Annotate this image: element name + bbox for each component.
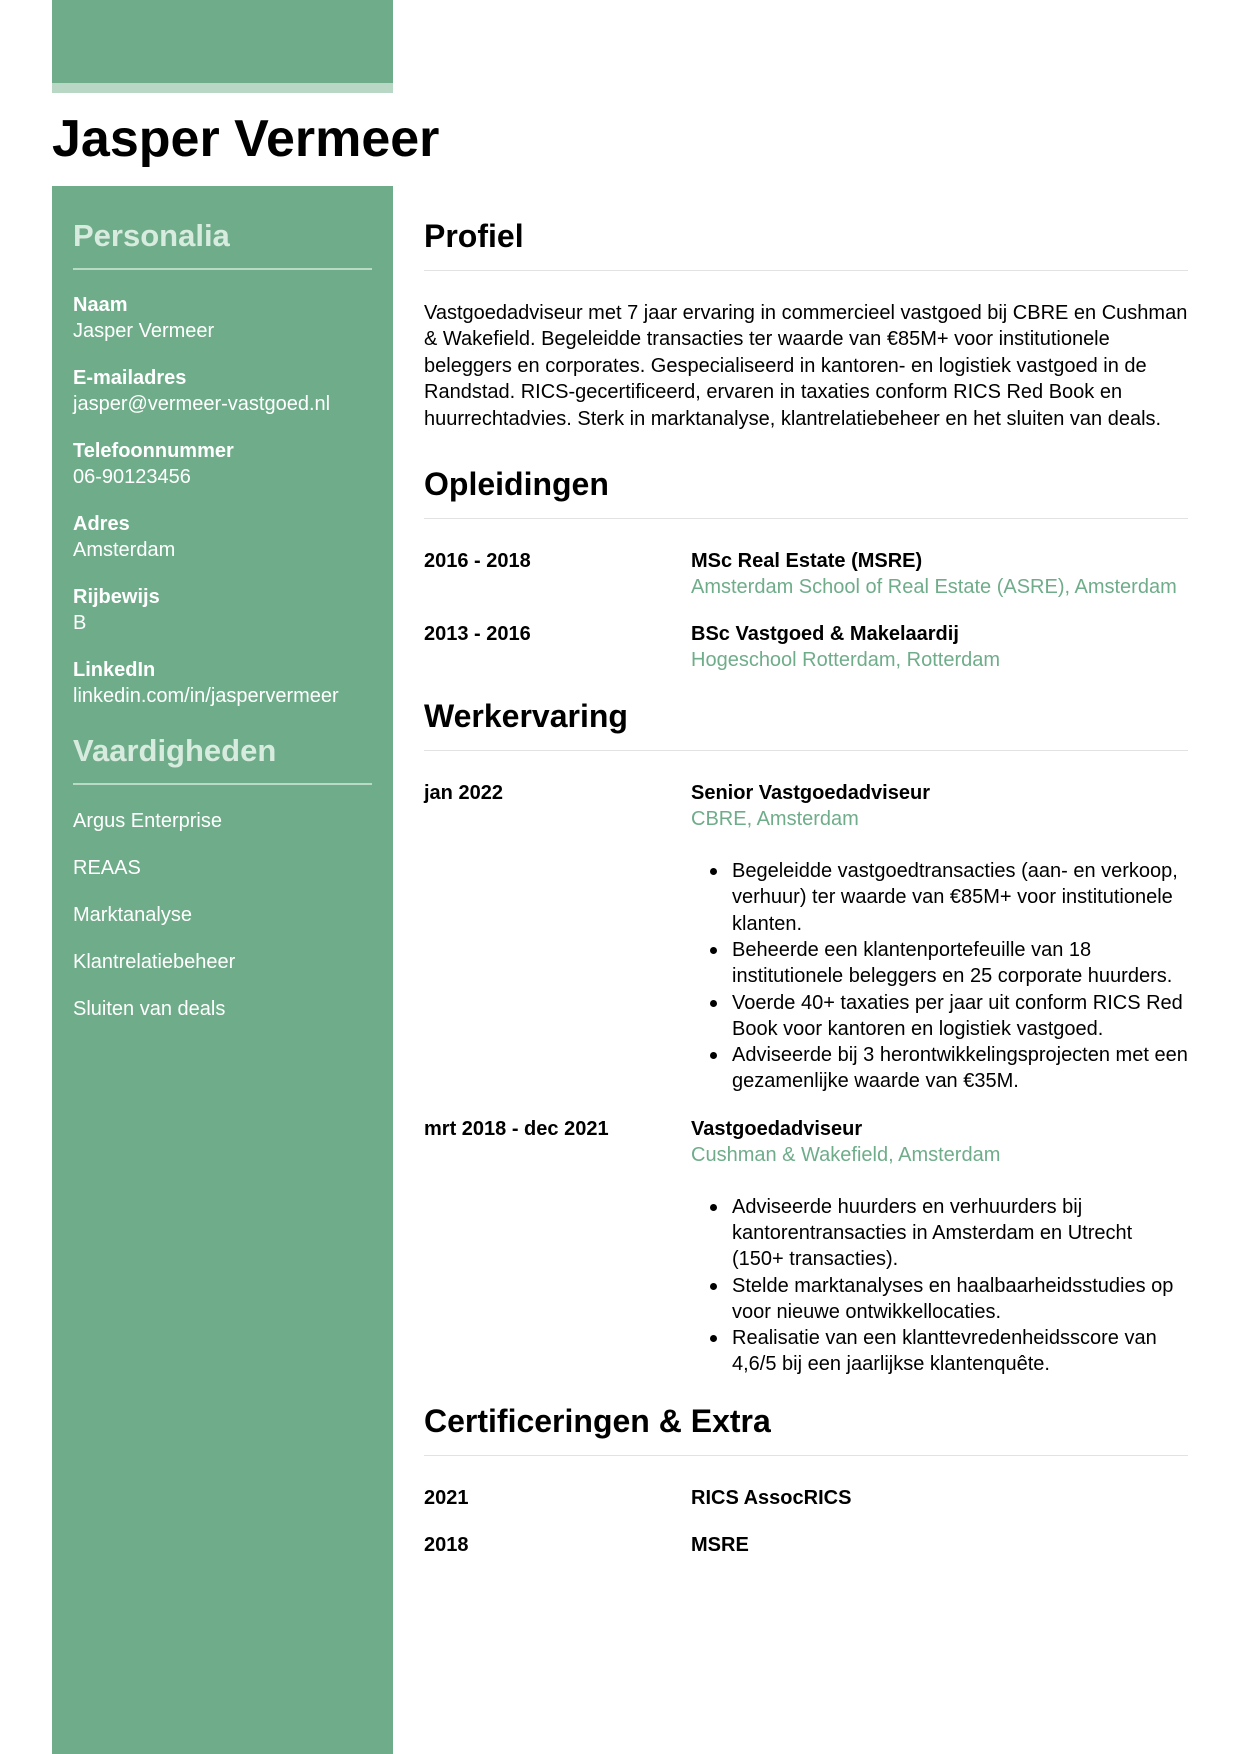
bullet-item: Beheerde een klantenportefeuille van 18 institutionele beleggers en 25 corporate huurders. xyxy=(732,937,1188,990)
skill-item: Marktanalyse xyxy=(73,904,192,926)
certification-name: MSRE xyxy=(691,1533,749,1556)
experience-heading: Werkervaring xyxy=(424,694,1188,751)
experience-company: Cushman & Wakefield, Amsterdam xyxy=(691,1143,1001,1166)
certification-year: 2021 xyxy=(424,1486,469,1509)
personalia-item-email xyxy=(73,366,372,417)
experience-item xyxy=(424,1116,1188,1378)
experience-bullets xyxy=(691,858,1188,1095)
personalia-item-name xyxy=(73,293,372,344)
personalia-value: Amsterdam xyxy=(73,539,176,561)
personalia-value: Jasper Vermeer xyxy=(73,320,215,342)
certification-year: 2018 xyxy=(424,1533,469,1556)
profile-text: Vastgoedadviseur met 7 jaar ervaring in commercieel vastgoed bij CBRE en Cushman & Wakefield. Begeleidde transacties ter waarde van €85M+ voor institutionele beleggers en corporates. Gespecialiseerd in kantoren- en logistiek vastgoed in de Randstad. RICS-gecertificeerd, ervaren in taxaties conform RICS Red Book en huurrechtadvies. Sterk in marktanalyse, klantrelatiebeheer en het sluiten van deals. xyxy=(424,302,1188,430)
personalia-item-phone xyxy=(73,439,372,490)
bullet-item: Voerde 40+ taxaties per jaar uit conform RICS Red Book voor kantoren en logistiek vastgoed. xyxy=(732,990,1188,1043)
experience-role: Senior Vastgoedadviseur xyxy=(691,782,930,805)
education-heading: Opleidingen xyxy=(424,462,1188,519)
personalia-label: Telefoonnummer xyxy=(73,440,234,462)
personalia-label: LinkedIn xyxy=(73,659,156,681)
personalia-heading: Personalia xyxy=(73,216,372,270)
bullet-item: Stelde marktanalyses en haalbaarheidsstudies op voor nieuwe ontwikkellocaties. xyxy=(732,1273,1188,1326)
personalia-item-license xyxy=(73,585,372,636)
personalia-item-address xyxy=(73,512,372,563)
education-item xyxy=(424,621,1188,673)
experience-company: CBRE, Amsterdam xyxy=(691,808,859,831)
experience-bullets xyxy=(691,1194,1188,1378)
education-degree: BSc Vastgoed & Makelaardij xyxy=(691,623,959,646)
skill-item: Sluiten van deals xyxy=(73,998,226,1020)
skill-item: Argus Enterprise xyxy=(73,810,222,832)
skill-item: Klantrelatiebeheer xyxy=(73,951,236,973)
personalia-label: Adres xyxy=(73,513,130,535)
certification-item xyxy=(424,1532,1188,1558)
experience-period: mrt 2018 - dec 2021 xyxy=(424,1117,609,1140)
main-content xyxy=(424,214,1188,1579)
skills-heading: Vaardigheden xyxy=(73,731,372,785)
personalia-label: Naam xyxy=(73,294,128,316)
experience-period: jan 2022 xyxy=(424,782,503,805)
education-section xyxy=(424,462,1188,673)
bullet-item: Adviseerde bij 3 herontwikkelingsprojecten met een gezamenlijke waarde van €35M. xyxy=(732,1042,1188,1095)
personalia-item-linkedin xyxy=(73,658,372,709)
certifications-section xyxy=(424,1399,1188,1558)
education-institution: Amsterdam School of Real Estate (ASRE), Amsterdam xyxy=(691,576,1177,599)
experience-item xyxy=(424,780,1188,1095)
email-link[interactable]: jasper@vermeer-vastgoed.nl xyxy=(73,393,331,415)
header-color-block xyxy=(52,0,393,83)
profile-section xyxy=(424,214,1188,432)
education-institution: Hogeschool Rotterdam, Rotterdam xyxy=(691,649,1001,672)
personalia-label: E-mailadres xyxy=(73,367,187,389)
bullet-item: Adviseerde huurders en verhuurders bij kantorentransacties in Amsterdam en Utrecht (150+ transacties). xyxy=(732,1194,1188,1273)
certifications-heading: Certificeringen & Extra xyxy=(424,1399,1188,1456)
sidebar xyxy=(52,186,393,1754)
certification-item xyxy=(424,1485,1188,1511)
experience-role: Vastgoedadviseur xyxy=(691,1117,863,1140)
education-period: 2013 - 2016 xyxy=(424,623,531,646)
certification-name: RICS AssocRICS xyxy=(691,1486,852,1509)
education-degree: MSc Real Estate (MSRE) xyxy=(691,550,923,573)
skill-item: REAAS xyxy=(73,857,141,879)
profile-heading: Profiel xyxy=(424,214,1188,271)
education-period: 2016 - 2018 xyxy=(424,550,531,573)
bullet-item: Realisatie van een klanttevredenheidsscore van 4,6/5 bij een jaarlijkse klantenquête. xyxy=(732,1325,1188,1378)
bullet-item: Begeleidde vastgoedtransacties (aan- en verkoop, verhuur) ter waarde van €85M+ voor institutionele klanten. xyxy=(732,858,1188,937)
personalia-value: 06-90123456 xyxy=(73,466,191,488)
education-item xyxy=(424,548,1188,600)
experience-section xyxy=(424,694,1188,1378)
header-accent-stripe xyxy=(52,83,393,93)
personalia-value: B xyxy=(73,612,87,634)
candidate-name: Jasper Vermeer xyxy=(52,110,440,168)
personalia-label: Rijbewijs xyxy=(73,586,160,608)
linkedin-link[interactable]: linkedin.com/in/jaspervermeer xyxy=(73,685,339,707)
